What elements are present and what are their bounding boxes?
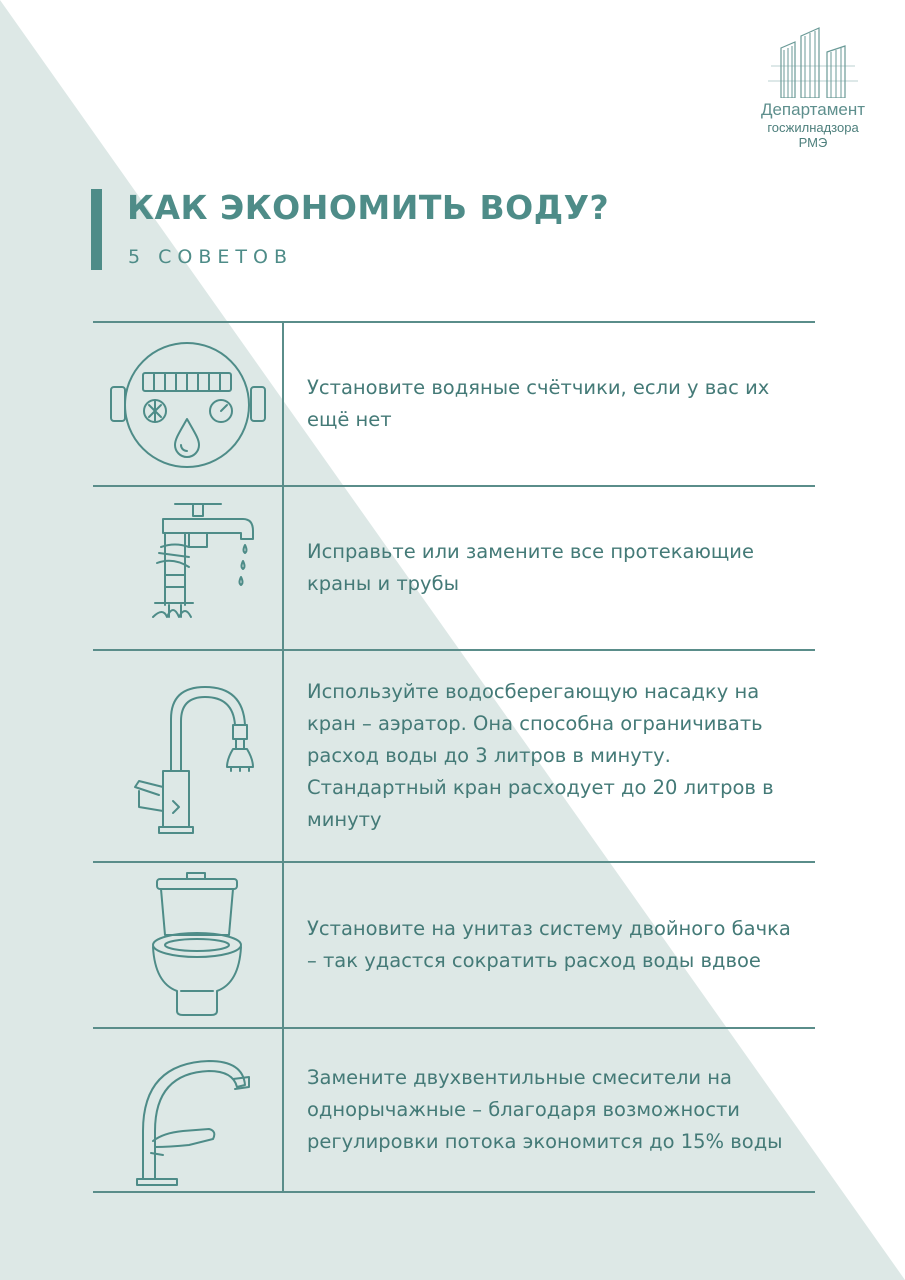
tip-row	[93, 1029, 815, 1193]
tip-row	[93, 323, 815, 487]
tip-icon-cell	[93, 1029, 284, 1191]
tip-row	[93, 863, 815, 1029]
tip-text: Замените двухвентильные смесители на однорычажные – благодаря возможности регулировки потока экономится до 15% воды	[307, 1066, 783, 1153]
tip-text: Установите водяные счётчики, если у вас их ещё нет	[307, 376, 770, 431]
tip-row	[93, 651, 815, 863]
leaking-faucet-icon	[93, 487, 282, 649]
department-logo	[748, 26, 878, 150]
tips-table	[93, 321, 815, 1193]
tip-icon-cell	[93, 863, 284, 1027]
tip-text-cell	[284, 863, 815, 1027]
tip-icon-cell	[93, 487, 284, 649]
aerator-faucet-icon	[93, 651, 282, 861]
logo-region: РМЭ	[798, 135, 828, 150]
tip-text-cell	[284, 651, 815, 861]
tip-text: Используйте водосберегающую насадку на кран – аэратор. Она способна ограничивать расход воды до 3 литров в минуту. Стандартный кран расходует до 20 литров в минуту	[307, 680, 774, 831]
tip-text-cell	[284, 323, 815, 485]
tip-text-cell	[284, 487, 815, 649]
single-lever-mixer-icon	[93, 1029, 282, 1191]
title-accent-bar	[91, 189, 102, 270]
tip-text: Исправьте или замените все протекающие краны и трубы	[307, 540, 754, 595]
tip-row	[93, 487, 815, 651]
logo-subtitle: госжилнадзора	[767, 120, 859, 135]
toilet-icon	[93, 863, 282, 1027]
tip-icon-cell	[93, 651, 284, 861]
logo-title: Департамент	[760, 100, 866, 119]
page-title: КАК ЭКОНОМИТЬ ВОДУ?	[127, 188, 610, 227]
water-meter-icon	[93, 323, 282, 485]
tip-text-cell	[284, 1029, 815, 1191]
building-skyline-icon	[763, 26, 863, 98]
page-subtitle: 5 СОВЕТОВ	[128, 246, 293, 268]
tip-icon-cell	[93, 323, 284, 485]
tip-text: Установите на унитаз систему двойного бачка – так удастся сократить расход воды вдвое	[307, 917, 791, 972]
